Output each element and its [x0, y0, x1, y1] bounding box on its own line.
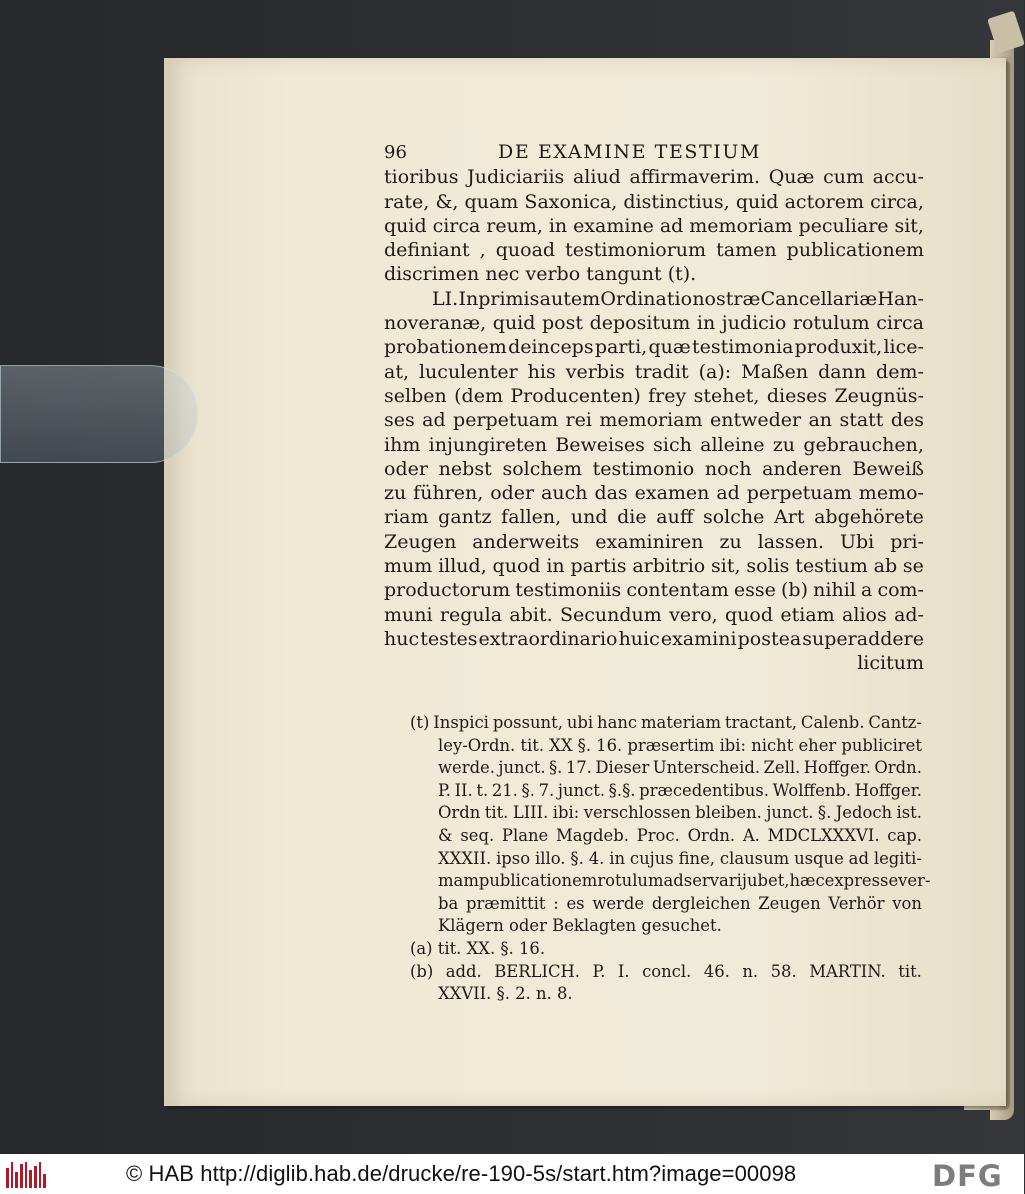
text-line: Zeugen anderweits examiniren zu lassen. Ubi pri-: [384, 530, 924, 553]
text-line: huc testes extraordinario huic examini postea superaddere: [384, 627, 924, 650]
source-link[interactable]: © HAB http://diglib.hab.de/drucke/re-190-5s/start.htm?image=00098: [126, 1161, 797, 1186]
text-line: ihm injungireten Beweises sich alleine zu gebrauchen,: [384, 433, 924, 456]
viewer-footer: [0, 1154, 1024, 1194]
text-line: noveranæ, quid post depositum in judicio rotulum circa: [384, 312, 924, 335]
page-number: 96: [384, 142, 407, 163]
catchword: licitum: [857, 652, 924, 675]
running-head: DE EXAMINE TESTIUM: [498, 141, 762, 163]
text-line: LI. Inprimis autem Ordinatio nostræ Cancellariæ Han-: [432, 287, 924, 310]
footnotes: [410, 712, 931, 1006]
footnote-line: ley-Ordn. tit. XX §. 16. præsertim ibi: nicht eher publiciret: [438, 735, 922, 755]
text-line: muni regula abit. Secundum vero, quod etiam alios ad-: [384, 603, 924, 626]
page-header: [384, 140, 924, 165]
footnote-line: mam publicationem rotulum adservari jubet, hæc expresse ver-: [438, 871, 931, 891]
text-line: zu führen, oder auch das examen ad perpetuam memo-: [384, 482, 924, 505]
footnote-line: P. II. t. 21. §. 7. junct. §.§. præcedentibus. Wolffenb. Hoffger.: [438, 780, 922, 800]
text-line: productorum testimoniis contentam esse (b) nihil a com-: [384, 579, 924, 602]
footnote-line: & seq. Plane Magdeb. Proc. Ordn. A. MDCLXXXVI. cap.: [438, 825, 922, 845]
text-line: selben (dem Producenten) frey stehet, dieses Zeugnüs-: [384, 384, 924, 407]
footnote-line: XXVII. §. 2. n. 8.: [438, 984, 573, 1004]
footnote-line: Ordn tit. LIII. ibi: verschlossen bleiben. junct. §. Jedoch ist.: [438, 803, 922, 823]
text-line: rate, &, quam Saxonica, distinctius, quid actorem circa,: [384, 190, 924, 213]
footnote-line: XXXII. ipso illo. §. 4. in cujus fine, clausum usque ad legiti-: [438, 848, 922, 868]
footnote-line: (t) Inspici possunt, ubi hanc materiam tractant, Calenb. Cantz-: [410, 713, 922, 732]
text-line: probationem deinceps parti, quæ testimonia produxit, lice-: [384, 336, 924, 359]
text-line: ses ad perpetuam rei memoriam entweder an statt des: [384, 409, 924, 432]
glass-clamp: [0, 365, 198, 463]
text-line: discrimen nec verbo tangunt (t).: [384, 263, 697, 286]
footnote-line: werde. junct. §. 17. Dieser Unterscheid. Zell. Hoffger. Ordn.: [438, 758, 922, 778]
text-line: quid circa reum, in examine ad memoriam peculiare sit,: [384, 214, 924, 237]
dfg-logo: DFG: [932, 1159, 1003, 1193]
text-line: mum illud, quod in partis arbitrio sit, solis testium ab se: [384, 555, 924, 578]
text-line: oder nebst solchem testimonio noch anderen Beweiß: [384, 457, 924, 480]
hab-barcode-logo-icon: [6, 1162, 46, 1188]
page-body: [384, 140, 924, 676]
footnote-line: (a) tit. XX. §. 16.: [410, 938, 546, 958]
text-line: at, luculenter his verbis tradit (a): Maßen dann dem-: [384, 360, 924, 383]
footnote-line: ba præmittit : es werde dergleichen Zeugen Verhör von: [438, 893, 922, 913]
text-line: tioribus Judiciariis aliud affirmaverim. Quæ cum accu-: [384, 166, 924, 189]
footnote-line: (b) add. BERLICH. P. I. concl. 46. n. 58. MARTIN. tit.: [410, 961, 922, 981]
text-line: definiant , quoad testimoniorum tamen publicationem: [384, 239, 924, 262]
footnote-line: Klägern oder Beklagten gesuchet.: [438, 916, 722, 936]
text-line: riam gantz fallen, und die auff solche Art abgehörete: [384, 506, 924, 529]
